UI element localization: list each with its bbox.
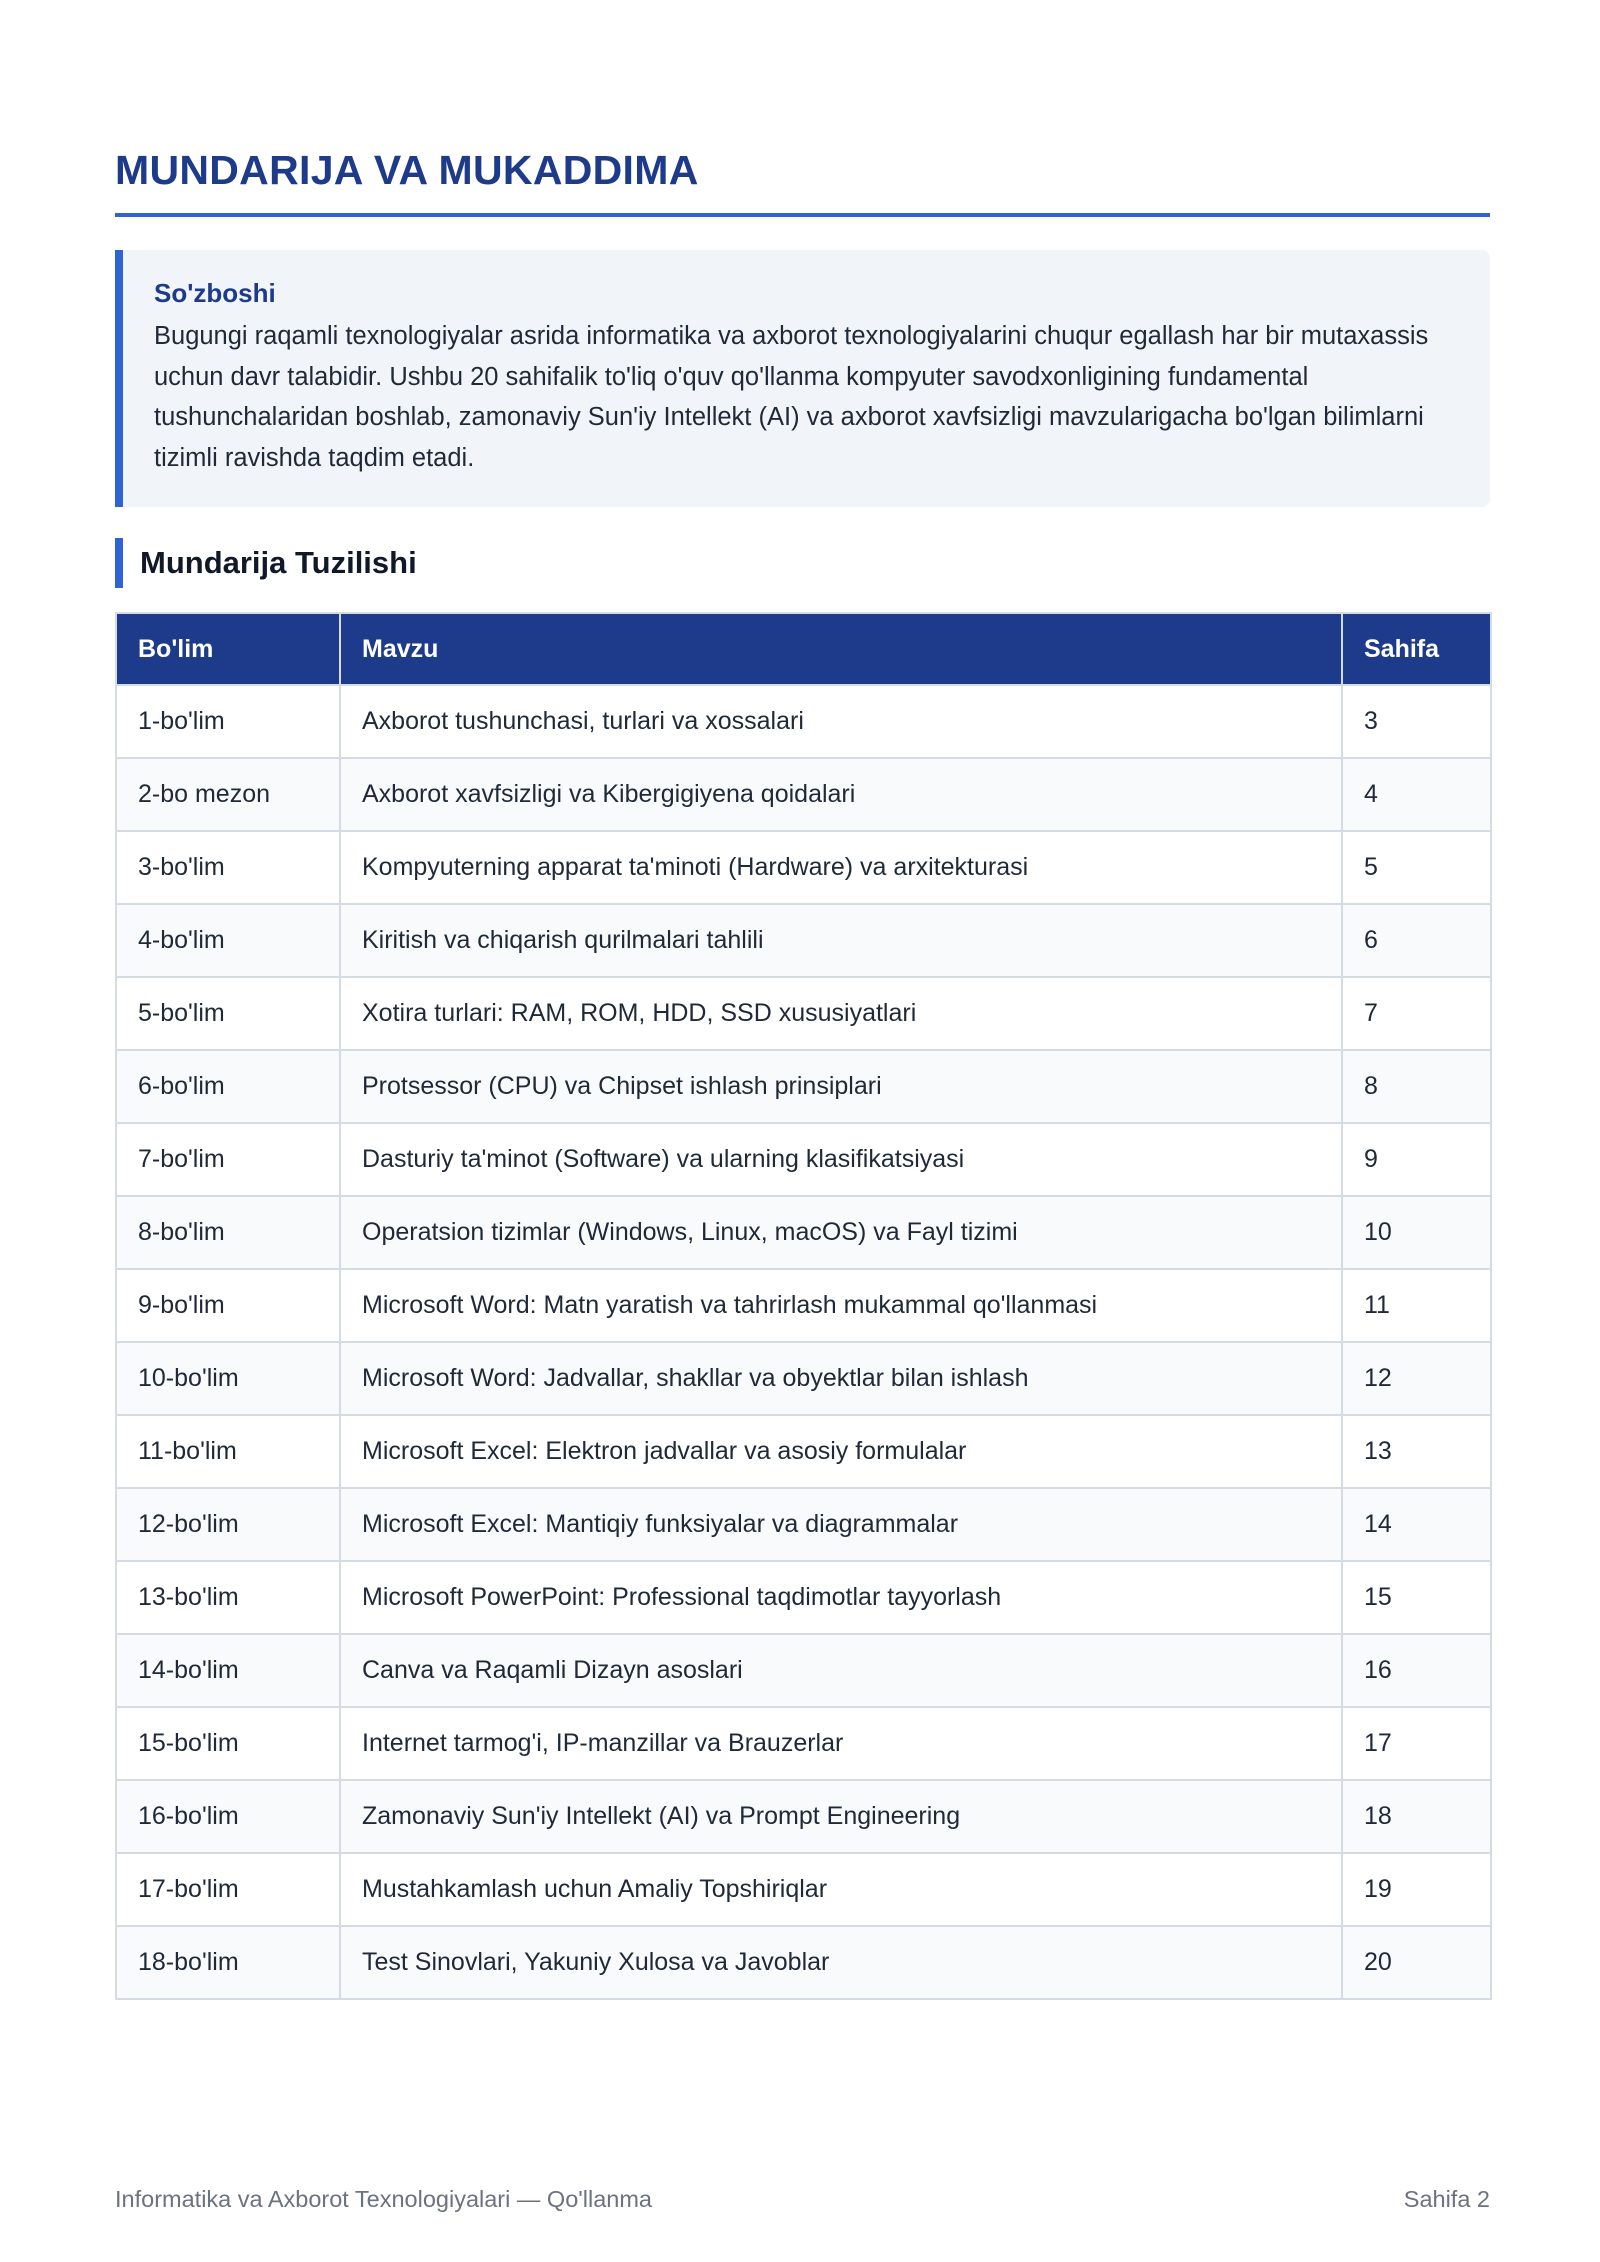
cell-section: 11-bo'lim — [116, 1415, 340, 1488]
table-row — [116, 1123, 1491, 1196]
table-row — [116, 1050, 1491, 1123]
cell-page: 18 — [1342, 1780, 1491, 1853]
table-row — [116, 1707, 1491, 1780]
cell-section: 10-bo'lim — [116, 1342, 340, 1415]
cell-topic: Microsoft Excel: Mantiqiy funksiyalar va diagrammalar — [340, 1488, 1342, 1561]
cell-section: 18-bo'lim — [116, 1926, 340, 1999]
cell-topic: Kompyuterning apparat ta'minoti (Hardware) va arxitekturasi — [340, 831, 1342, 904]
cell-topic: Microsoft Word: Jadvallar, shakllar va obyektlar bilan ishlash — [340, 1342, 1342, 1415]
cell-page: 4 — [1342, 758, 1491, 831]
cell-section: 13-bo'lim — [116, 1561, 340, 1634]
cell-topic: Test Sinovlari, Yakuniy Xulosa va Javoblar — [340, 1926, 1342, 1999]
cell-topic: Internet tarmog'i, IP-manzillar va Brauzerlar — [340, 1707, 1342, 1780]
cell-page: 8 — [1342, 1050, 1491, 1123]
toc-table-header — [116, 613, 1491, 685]
cell-page: 12 — [1342, 1342, 1491, 1415]
cell-topic: Dasturiy ta'minot (Software) va ularning klasifikatsiyasi — [340, 1123, 1342, 1196]
cell-page: 11 — [1342, 1269, 1491, 1342]
table-row — [116, 1926, 1491, 1999]
footer-page-number: Sahifa 2 — [1403, 2186, 1490, 2212]
table-row — [116, 904, 1491, 977]
table-row — [116, 1853, 1491, 1926]
cell-page: 14 — [1342, 1488, 1491, 1561]
toc-heading: Mundarija Tuzilishi — [115, 538, 417, 588]
cell-section: 16-bo'lim — [116, 1780, 340, 1853]
cell-page: 3 — [1342, 685, 1491, 758]
cell-section: 14-bo'lim — [116, 1634, 340, 1707]
cell-section: 1-bo'lim — [116, 685, 340, 758]
cell-section: 8-bo'lim — [116, 1196, 340, 1269]
table-row — [116, 685, 1491, 758]
cell-topic: Canva va Raqamli Dizayn asoslari — [340, 1634, 1342, 1707]
table-row — [116, 758, 1491, 831]
toc-table-body — [116, 685, 1491, 1999]
cell-section: 9-bo'lim — [116, 1269, 340, 1342]
column-header-topic: Mavzu — [340, 613, 1342, 685]
cell-page: 9 — [1342, 1123, 1491, 1196]
cell-page: 16 — [1342, 1634, 1491, 1707]
table-row — [116, 1780, 1491, 1853]
cell-page: 5 — [1342, 831, 1491, 904]
cell-topic: Zamonaviy Sun'iy Intellekt (AI) va Prompt Engineering — [340, 1780, 1342, 1853]
cell-page: 10 — [1342, 1196, 1491, 1269]
cell-section: 6-bo'lim — [116, 1050, 340, 1123]
cell-page: 13 — [1342, 1415, 1491, 1488]
header-row — [116, 613, 1491, 685]
cell-section: 5-bo'lim — [116, 977, 340, 1050]
cell-page: 19 — [1342, 1853, 1491, 1926]
cell-page: 17 — [1342, 1707, 1491, 1780]
preface-box — [115, 250, 1490, 507]
cell-page: 6 — [1342, 904, 1491, 977]
table-row — [116, 977, 1491, 1050]
table-row — [116, 1196, 1491, 1269]
table-row — [116, 831, 1491, 904]
cell-topic: Axborot tushunchasi, turlari va xossalari — [340, 685, 1342, 758]
cell-topic: Protsessor (CPU) va Chipset ishlash prinsiplari — [340, 1050, 1342, 1123]
title-divider — [115, 213, 1490, 217]
table-row — [116, 1269, 1491, 1342]
cell-topic: Microsoft Excel: Elektron jadvallar va asosiy formulalar — [340, 1415, 1342, 1488]
preface-heading: So'zboshi — [154, 278, 276, 308]
cell-section: 3-bo'lim — [116, 831, 340, 904]
cell-section: 17-bo'lim — [116, 1853, 340, 1926]
cell-section: 12-bo'lim — [116, 1488, 340, 1561]
cell-section: 4-bo'lim — [116, 904, 340, 977]
cell-topic: Kiritish va chiqarish qurilmalari tahlili — [340, 904, 1342, 977]
cell-topic: Operatsion tizimlar (Windows, Linux, macOS) va Fayl tizimi — [340, 1196, 1342, 1269]
table-row — [116, 1634, 1491, 1707]
cell-page: 15 — [1342, 1561, 1491, 1634]
table-row — [116, 1415, 1491, 1488]
footer-document-title: Informatika va Axborot Texnologiyalari — Qo'llanma — [115, 2186, 652, 2212]
cell-section: 15-bo'lim — [116, 1707, 340, 1780]
cell-topic: Microsoft PowerPoint: Professional taqdimotlar tayyorlash — [340, 1561, 1342, 1634]
cell-section: 7-bo'lim — [116, 1123, 340, 1196]
table-row — [116, 1488, 1491, 1561]
cell-section: 2-bo mezon — [116, 758, 340, 831]
cell-topic: Microsoft Word: Matn yaratish va tahrirlash mukammal qo'llanmasi — [340, 1269, 1342, 1342]
column-header-page: Sahifa — [1342, 613, 1491, 685]
cell-topic: Axborot xavfsizligi va Kibergigiyena qoidalari — [340, 758, 1342, 831]
cell-page: 7 — [1342, 977, 1491, 1050]
cell-page: 20 — [1342, 1926, 1491, 1999]
cell-topic: Mustahkamlash uchun Amaliy Topshiriqlar — [340, 1853, 1342, 1926]
table-row — [116, 1561, 1491, 1634]
table-row — [116, 1342, 1491, 1415]
cell-topic: Xotira turlari: RAM, ROM, HDD, SSD xususiyatlari — [340, 977, 1342, 1050]
toc-table — [115, 612, 1492, 2000]
preface-text: Bugungi raqamli texnologiyalar asrida informatika va axborot texnologiyalarini chuqur egallash har bir mutaxassis uchun davr talabidir. Ushbu 20 sahifalik to'liq o'quv qo'llanma kompyuter savodxonligining fundamental tushunchalaridan boshlab, zamonaviy Sun'iy Intellekt (AI) va axborot xavfsizligi mavzularigacha bo'lgan bilimlarni tizimli ravishda taqdim etadi. — [154, 322, 1429, 472]
page-title: MUNDARIJA VA MUKADDIMA — [115, 147, 699, 193]
column-header-section: Bo'lim — [116, 613, 340, 685]
